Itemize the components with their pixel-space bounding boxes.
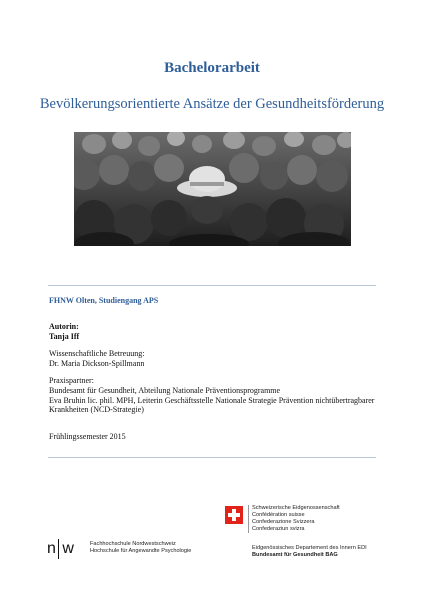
fhnw-mark-left: n xyxy=(47,540,56,557)
document-subtitle: Bevölkerungsorientierte Ansätze der Gesundheitsförderung xyxy=(39,96,385,112)
swiss-flag-icon xyxy=(225,506,243,524)
fhnw-line-1: Fachhochschule Nordwestschweiz xyxy=(90,541,176,547)
partner-line-2: Eva Bruhin lic. phil. MPH, Leiterin Geschäftsstelle Nationale Strategie Prävention nichtübertragbarer Krankheiten (NCD-Strategie) xyxy=(49,396,375,415)
swiss-line-4: Confederaziun svizra xyxy=(252,526,305,532)
semester: Frühlingssemester 2015 xyxy=(49,432,126,441)
supervision-label: Wissenschaftliche Betreuung: xyxy=(49,349,145,358)
fhnw-text xyxy=(90,541,191,555)
fhnw-mark-right: w xyxy=(62,540,74,557)
department-line-1: Eidgenössisches Departement des Innern EDI xyxy=(252,545,367,551)
document-title: Bachelorarbeit xyxy=(164,60,260,76)
partners-label: Praxispartner: xyxy=(49,376,94,385)
swiss-logo-separator xyxy=(248,505,249,533)
fhnw-logo xyxy=(47,539,73,559)
department-line-2: Bundesamt für Gesundheit BAG xyxy=(252,552,338,559)
partner-line-1: Bundesamt für Gesundheit, Abteilung Nationale Präventionsprogramme xyxy=(49,386,281,395)
swiss-names xyxy=(252,505,340,533)
swiss-government-logo xyxy=(225,505,395,575)
institution: FHNW Olten, Studiengang APS xyxy=(49,296,159,305)
supervision-name: Dr. Maria Dickson-Spillmann xyxy=(49,359,145,368)
swiss-line-2: Confédération suisse xyxy=(252,512,305,518)
divider-top xyxy=(48,285,376,286)
author-name: Tanja Iff xyxy=(49,332,80,341)
fhnw-mark-separator xyxy=(58,539,59,559)
department-text xyxy=(252,545,367,559)
divider-bottom xyxy=(48,457,376,458)
swiss-line-1: Schweizerische Eidgenossenschaft xyxy=(252,505,340,511)
crowd-photo xyxy=(74,132,351,246)
fhnw-line-2: Hochschule für Angewandte Psychologie xyxy=(90,548,192,555)
fhnw-logo-block xyxy=(47,538,217,562)
swiss-line-3: Confederazione Svizzera xyxy=(252,519,315,525)
author-label: Autorin: xyxy=(49,322,79,331)
